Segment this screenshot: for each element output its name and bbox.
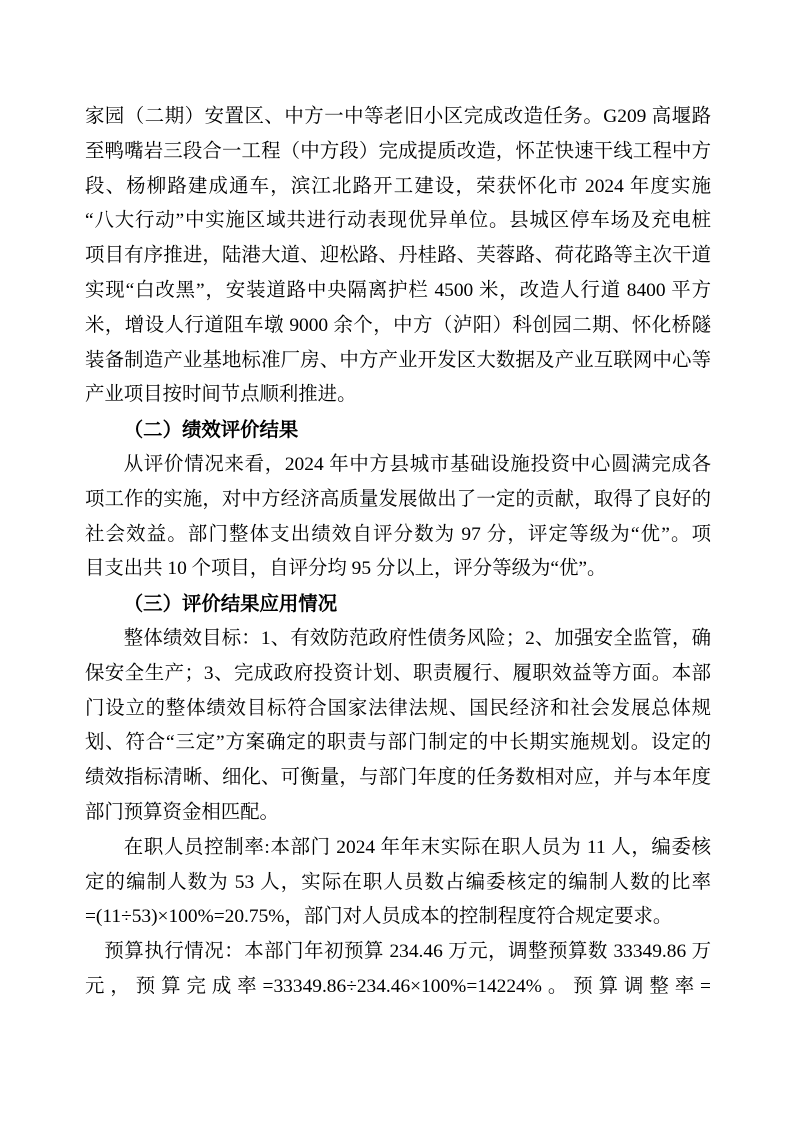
text-line: 社会效益。部门整体支出绩效自评分数为 97 分，评定等级为“优”。项	[85, 523, 711, 545]
text-line: 目支出共 10 个项目，自评分均 95 分以上，评分等级为“优”。	[85, 558, 607, 580]
text-line: 从评价情况来看，2024 年中方县城市基础设施投资中心圆满完成各	[123, 453, 711, 475]
text-line: 米，增设人行道阻车墩 9000 余个，中方（泸阳）科创园二期、怀化桥隧	[85, 314, 711, 336]
text-line: 元，预算完成率=33349.86÷234.46×100%=14224%。预算调整率=	[85, 975, 711, 997]
document-body	[85, 100, 711, 1005]
text-line: 划、符合“三定”方案确定的职责与部门制定的中长期实施规划。设定的	[85, 732, 711, 754]
text-line: 装备制造产业基地标准厂房、中方产业开发区大数据及产业互联网中心等	[85, 349, 711, 371]
text-line: 项目有序推进，陆港大道、迎松路、丹桂路、芙蓉路、荷花路等主次干道	[85, 245, 711, 267]
text-line: 部门预算资金相匹配。	[85, 801, 279, 823]
text-line: “八大行动”中实施区域共进行动表现优异单位。县城区停车场及充电桩	[85, 210, 711, 232]
budget-execution-paragraph	[85, 935, 711, 1005]
text-line: =(11÷53)×100%=20.75%，部门对人员成本的控制程度符合规定要求。	[85, 906, 673, 928]
text-line: 家园（二期）安置区、中方一中等老旧小区完成改造任务。G209 高堰路	[85, 106, 711, 127]
staff-control-rate-paragraph	[85, 831, 711, 935]
text-line: 至鸭嘴岩三段合一工程（中方段）完成提质改造，怀芷快速干线工程中方	[85, 140, 711, 162]
text-line: 保安全生产；3、完成政府投资计划、职责履行、履职效益等方面。本部	[85, 662, 711, 684]
text-line: 定的编制人数为 53 人，实际在职人员数占编委核定的编制人数的比率	[85, 871, 711, 893]
overall-performance-target-paragraph	[85, 622, 711, 831]
text-line: 实现“白改黑”，安装道路中央隔离护栏 4500 米，改造人行道 8400 平方	[85, 279, 711, 301]
text-line: 项工作的实施，对中方经济高质量发展做出了一定的贡献，取得了良好的	[85, 488, 711, 510]
text-line: 预算执行情况：本部门年初预算 234.46 万元，调整预算数 33349.86 万	[104, 941, 711, 963]
evaluation-result-paragraph	[85, 448, 711, 587]
urban-projects-paragraph	[85, 100, 711, 413]
text-line: 门设立的整体绩效目标符合国家法律法规、国民经济和社会发展总体规	[85, 697, 711, 719]
text-line: 产业项目按时间节点顺利推进。	[85, 384, 357, 406]
section-3-heading	[85, 587, 711, 622]
section-heading-text: （二）绩效评价结果	[123, 419, 299, 442]
text-line: 绩效指标清晰、细化、可衡量，与部门年度的任务数相对应，并与本年度	[85, 767, 711, 789]
text-line: 整体绩效目标：1、有效防范政府性债务风险；2、加强安全监管，确	[123, 627, 711, 649]
section-heading-text: （三）评价结果应用情况	[123, 593, 338, 616]
text-line: 段、杨柳路建成通车，滨江北路开工建设，荣获怀化市 2024 年度实施	[85, 175, 711, 197]
section-2-heading	[85, 413, 711, 448]
text-line: 在职人员控制率:本部门 2024 年年末实际在职人员为 11 人，编委核	[123, 836, 711, 858]
